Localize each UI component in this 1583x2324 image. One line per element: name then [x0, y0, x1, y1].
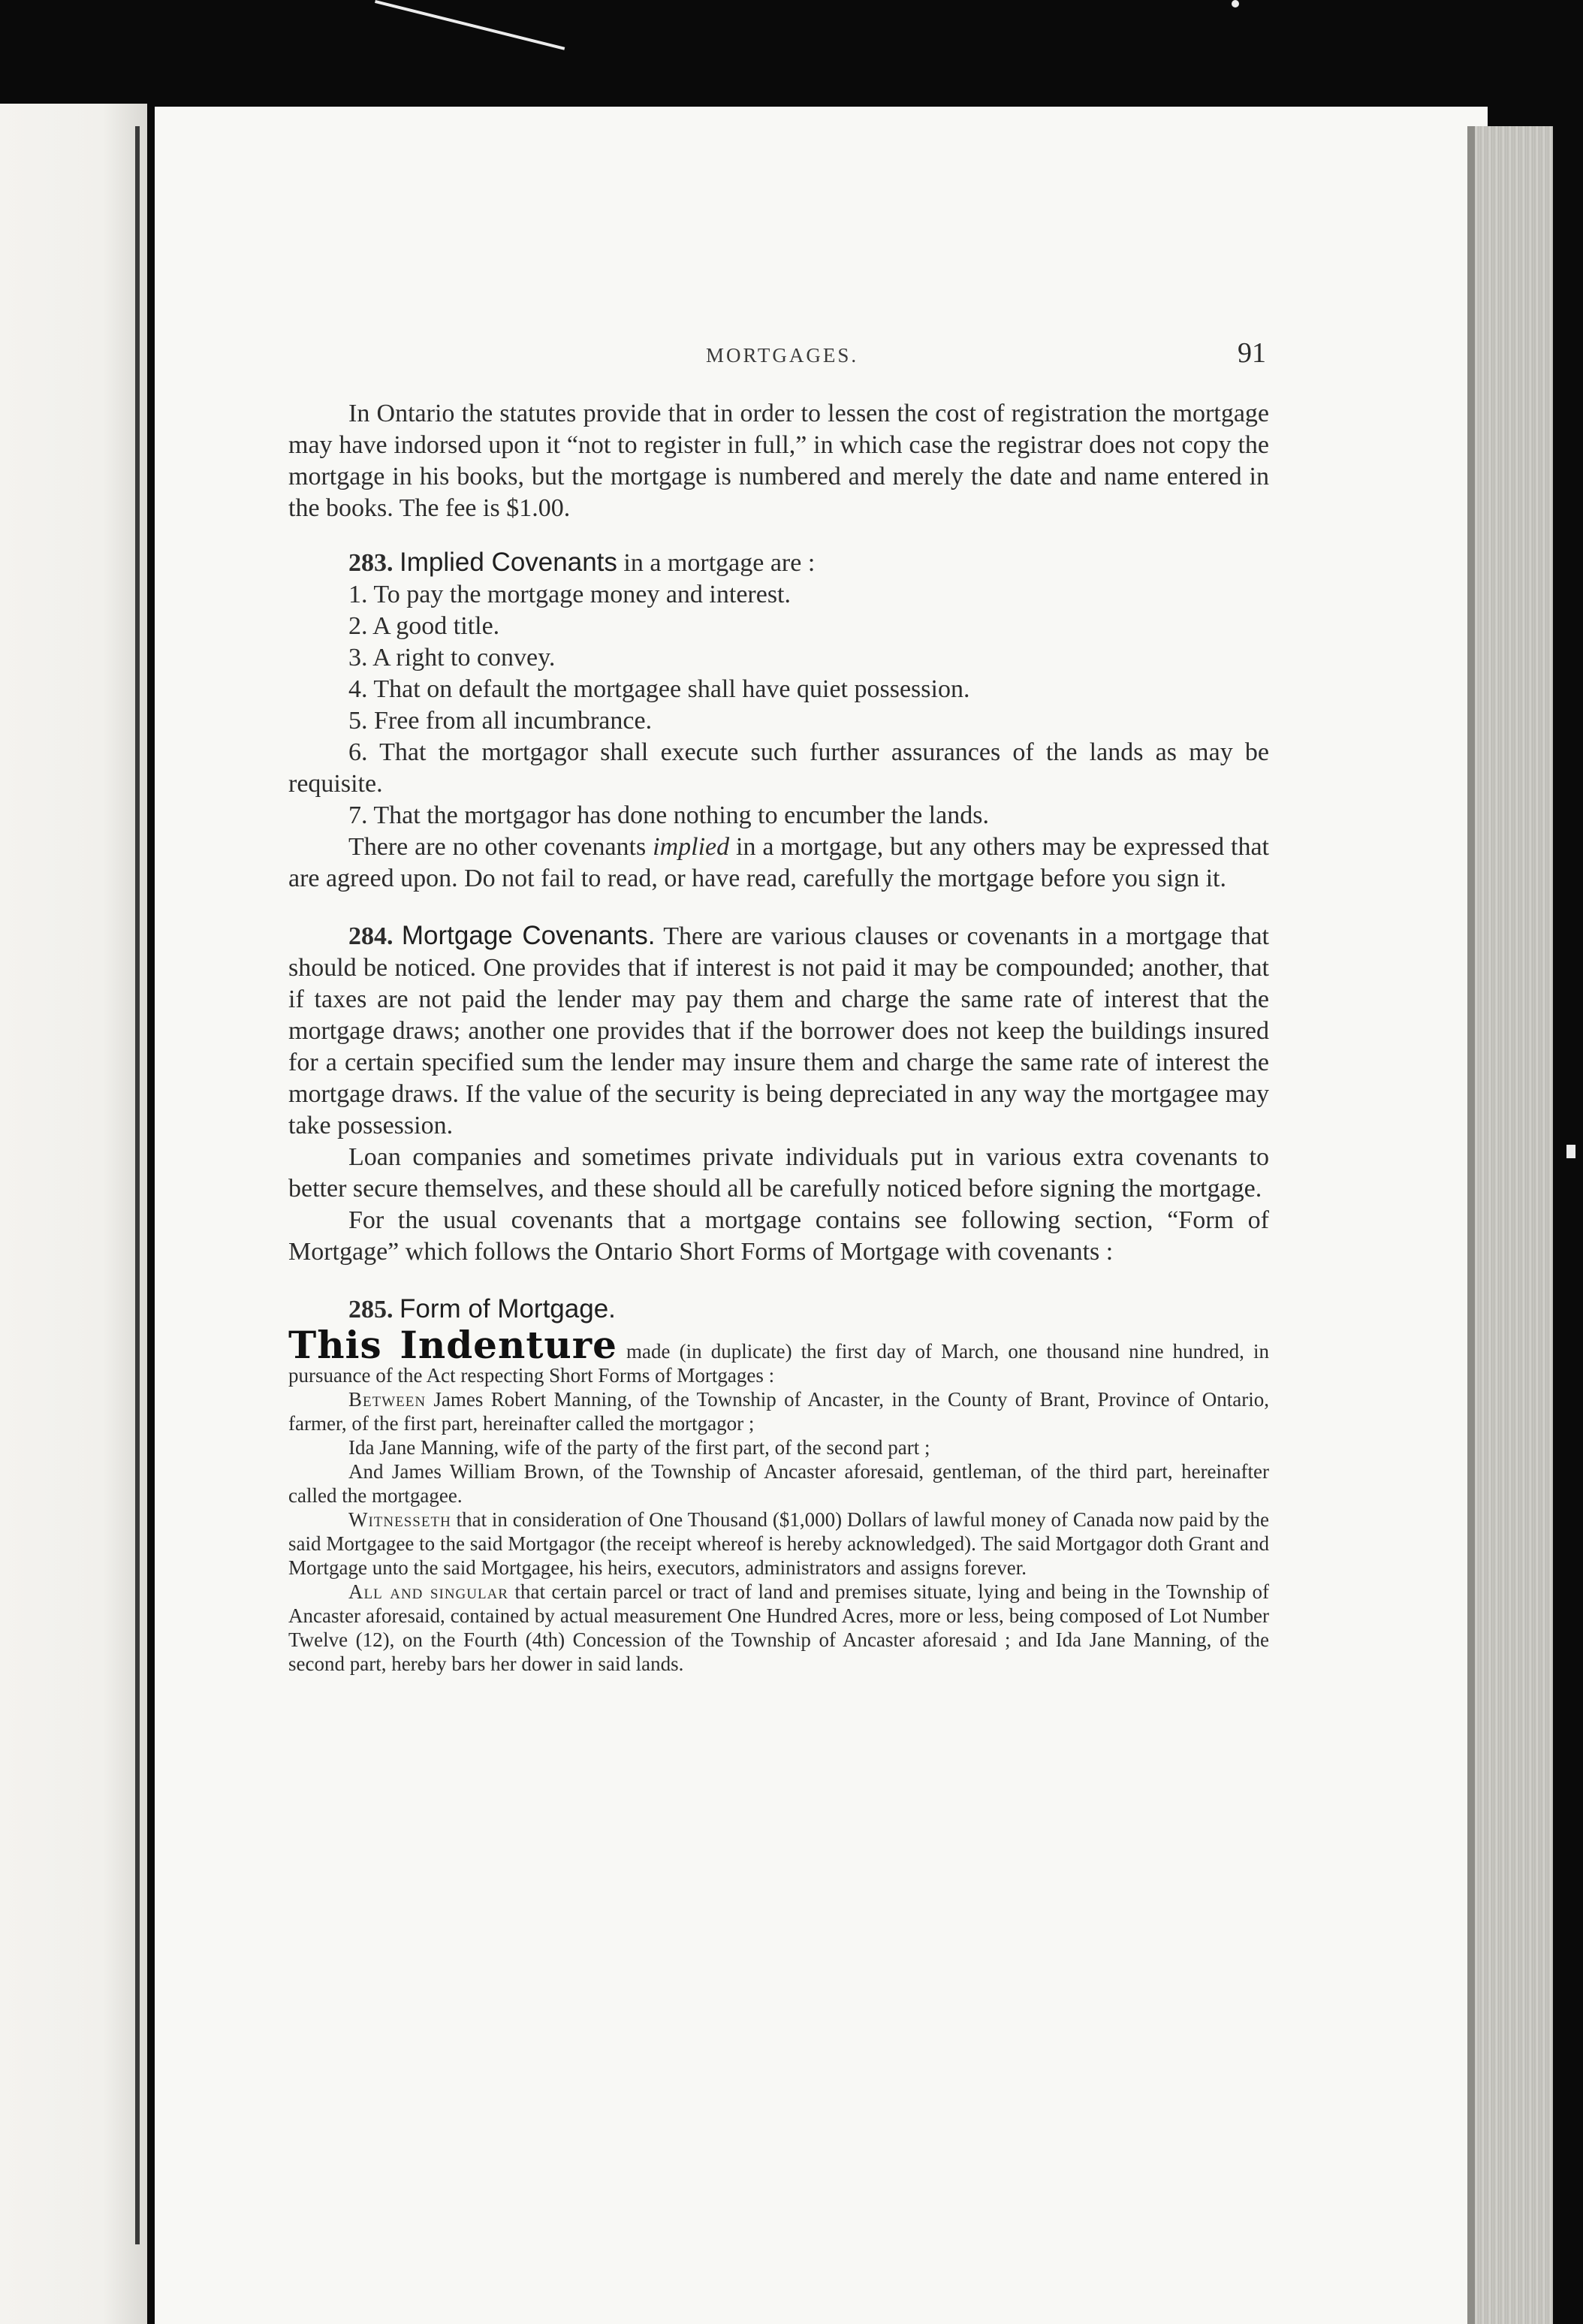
scan-artifact: [375, 0, 565, 50]
list-item: 3. A right to convey.: [348, 644, 556, 672]
closing-text: in a mortgage, but any others may be expressed that are agreed upon. Do not fail to read, or have read, carefully the mortgage before you sign it.: [288, 833, 1269, 892]
list-item: 2. A good title.: [348, 612, 500, 640]
list-item: 5. Free from all incumbrance.: [348, 707, 653, 735]
usual-covenants-paragraph: For the usual covenants that a mortgage contains see following section, “Form of Mortgage” which follows the Ontario Short Forms of Mortgage with covenants :: [288, 1206, 1269, 1266]
emphasis-implied: implied: [653, 833, 730, 861]
witnesseth-clause: [288, 1508, 1269, 1580]
section-body-text: There are various clauses or covenants in a mortgage that should be noticed. One provides that if interest is not paid it may be compounded; another, that if taxes are not paid the lender may pay them and charge the same rate of interest that the mortgage draws; another one provides that if the borrower does not keep the buildings insured for a certain specified sum the lender may insure them and charge the same rate of interest the mortgage draws. If the value of the security is being depreciated in any way the mortgagee may take possession.: [288, 922, 1270, 1139]
section-number: 283.: [348, 549, 393, 577]
section-284-paragraph: [288, 920, 1269, 1142]
page-number: 91: [1238, 337, 1266, 369]
land-description-clause: [288, 1580, 1269, 1676]
section-title: Implied Covenants: [400, 548, 617, 577]
section-number: 285.: [348, 1296, 393, 1323]
scan-artifact: [1566, 1145, 1575, 1158]
section-title: Form of Mortgage.: [400, 1294, 616, 1323]
section-title: Mortgage Covenants.: [401, 921, 656, 950]
third-party-clause: And James William Brown, of the Township of Ancaster aforesaid, gentleman, of the third part, hereinafter called the mortgagee.: [288, 1460, 1269, 1507]
running-head: MORTGAGES.: [706, 344, 859, 367]
clause-lead: All and singular: [348, 1580, 508, 1603]
clause-text: that in consideration of One Thousand ($1,000) Dollars of lawful money of Canada now paid by the said Mortgagee to the said Mortgagor (the receipt whereof is hereby acknowledged). The said Mortgagor doth Grant and Mortgage unto the said Mortgagee, his heirs, executors, administrators and assigns forever.: [288, 1508, 1269, 1579]
text-column: [288, 398, 1269, 1676]
loan-companies-paragraph: Loan companies and sometimes private individuals put in various extra covenants to better secure themselves, and these should all be carefully noticed before signing the mortgage.: [288, 1143, 1269, 1203]
scan-artifact: [1232, 0, 1239, 8]
indenture-heading: This Indenture: [288, 1323, 617, 1367]
indenture-opening: [288, 1323, 1269, 1387]
list-item: 7. That the mortgagor has done nothing to encumber the lands.: [348, 801, 989, 829]
between-clause: [288, 1387, 1269, 1435]
intro-paragraph: In Ontario the statutes provide that in order to lessen the cost of registration the mortgage may have indorsed upon it “not to register in full,” in which case the registrar does not copy the mortgage in his books, but the mortgage is numbered and merely the date and name entered in the books. The fee is $1.00.: [288, 400, 1269, 522]
section-283-heading: [288, 547, 1269, 579]
implied-covenants-list: [288, 579, 1269, 832]
clause-lead: Witnesseth: [348, 1508, 451, 1531]
list-item: 6. That the mortgagor shall execute such further assurances of the lands as may be requisite.: [288, 738, 1269, 798]
clause-text: that certain parcel or tract of land and premises situate, lying and being in the Township of Ancaster aforesaid, contained by actual measurement One Hundred Acres, more or less, being composed of Lot Number Twelve (12), on the Fourth (4th) Concession of the Township of Ancaster aforesaid ; and Ida Jane Manning, of the second part, hereby bars her dower in said lands.: [288, 1580, 1269, 1675]
page-edge-stack: [1472, 126, 1553, 2324]
left-facing-page: [0, 104, 147, 2324]
covenants-closing-paragraph: [288, 832, 1269, 895]
closing-text: There are no other covenants: [348, 833, 653, 861]
second-party-clause: Ida Jane Manning, wife of the party of the first part, of the second part ;: [348, 1436, 930, 1459]
section-number: 284.: [348, 922, 393, 950]
list-item: 4. That on default the mortgagee shall have quiet possession.: [348, 675, 970, 703]
list-item: 1. To pay the mortgage money and interest.: [348, 581, 792, 608]
indenture-text: made (in duplicate) the first day of March, one thousand nine hundred, in pursuance of the Act respecting Short Forms of Mortgages :: [288, 1340, 1269, 1387]
clause-lead: Between: [348, 1388, 427, 1411]
section-lead-text: in a mortgage are :: [617, 549, 816, 577]
clause-text: James Robert Manning, of the Township of Ancaster, in the County of Brant, Province of Ontario, farmer, of the first part, hereinafter called the mortgagor ;: [288, 1388, 1269, 1435]
section-285-heading: [288, 1293, 1269, 1326]
